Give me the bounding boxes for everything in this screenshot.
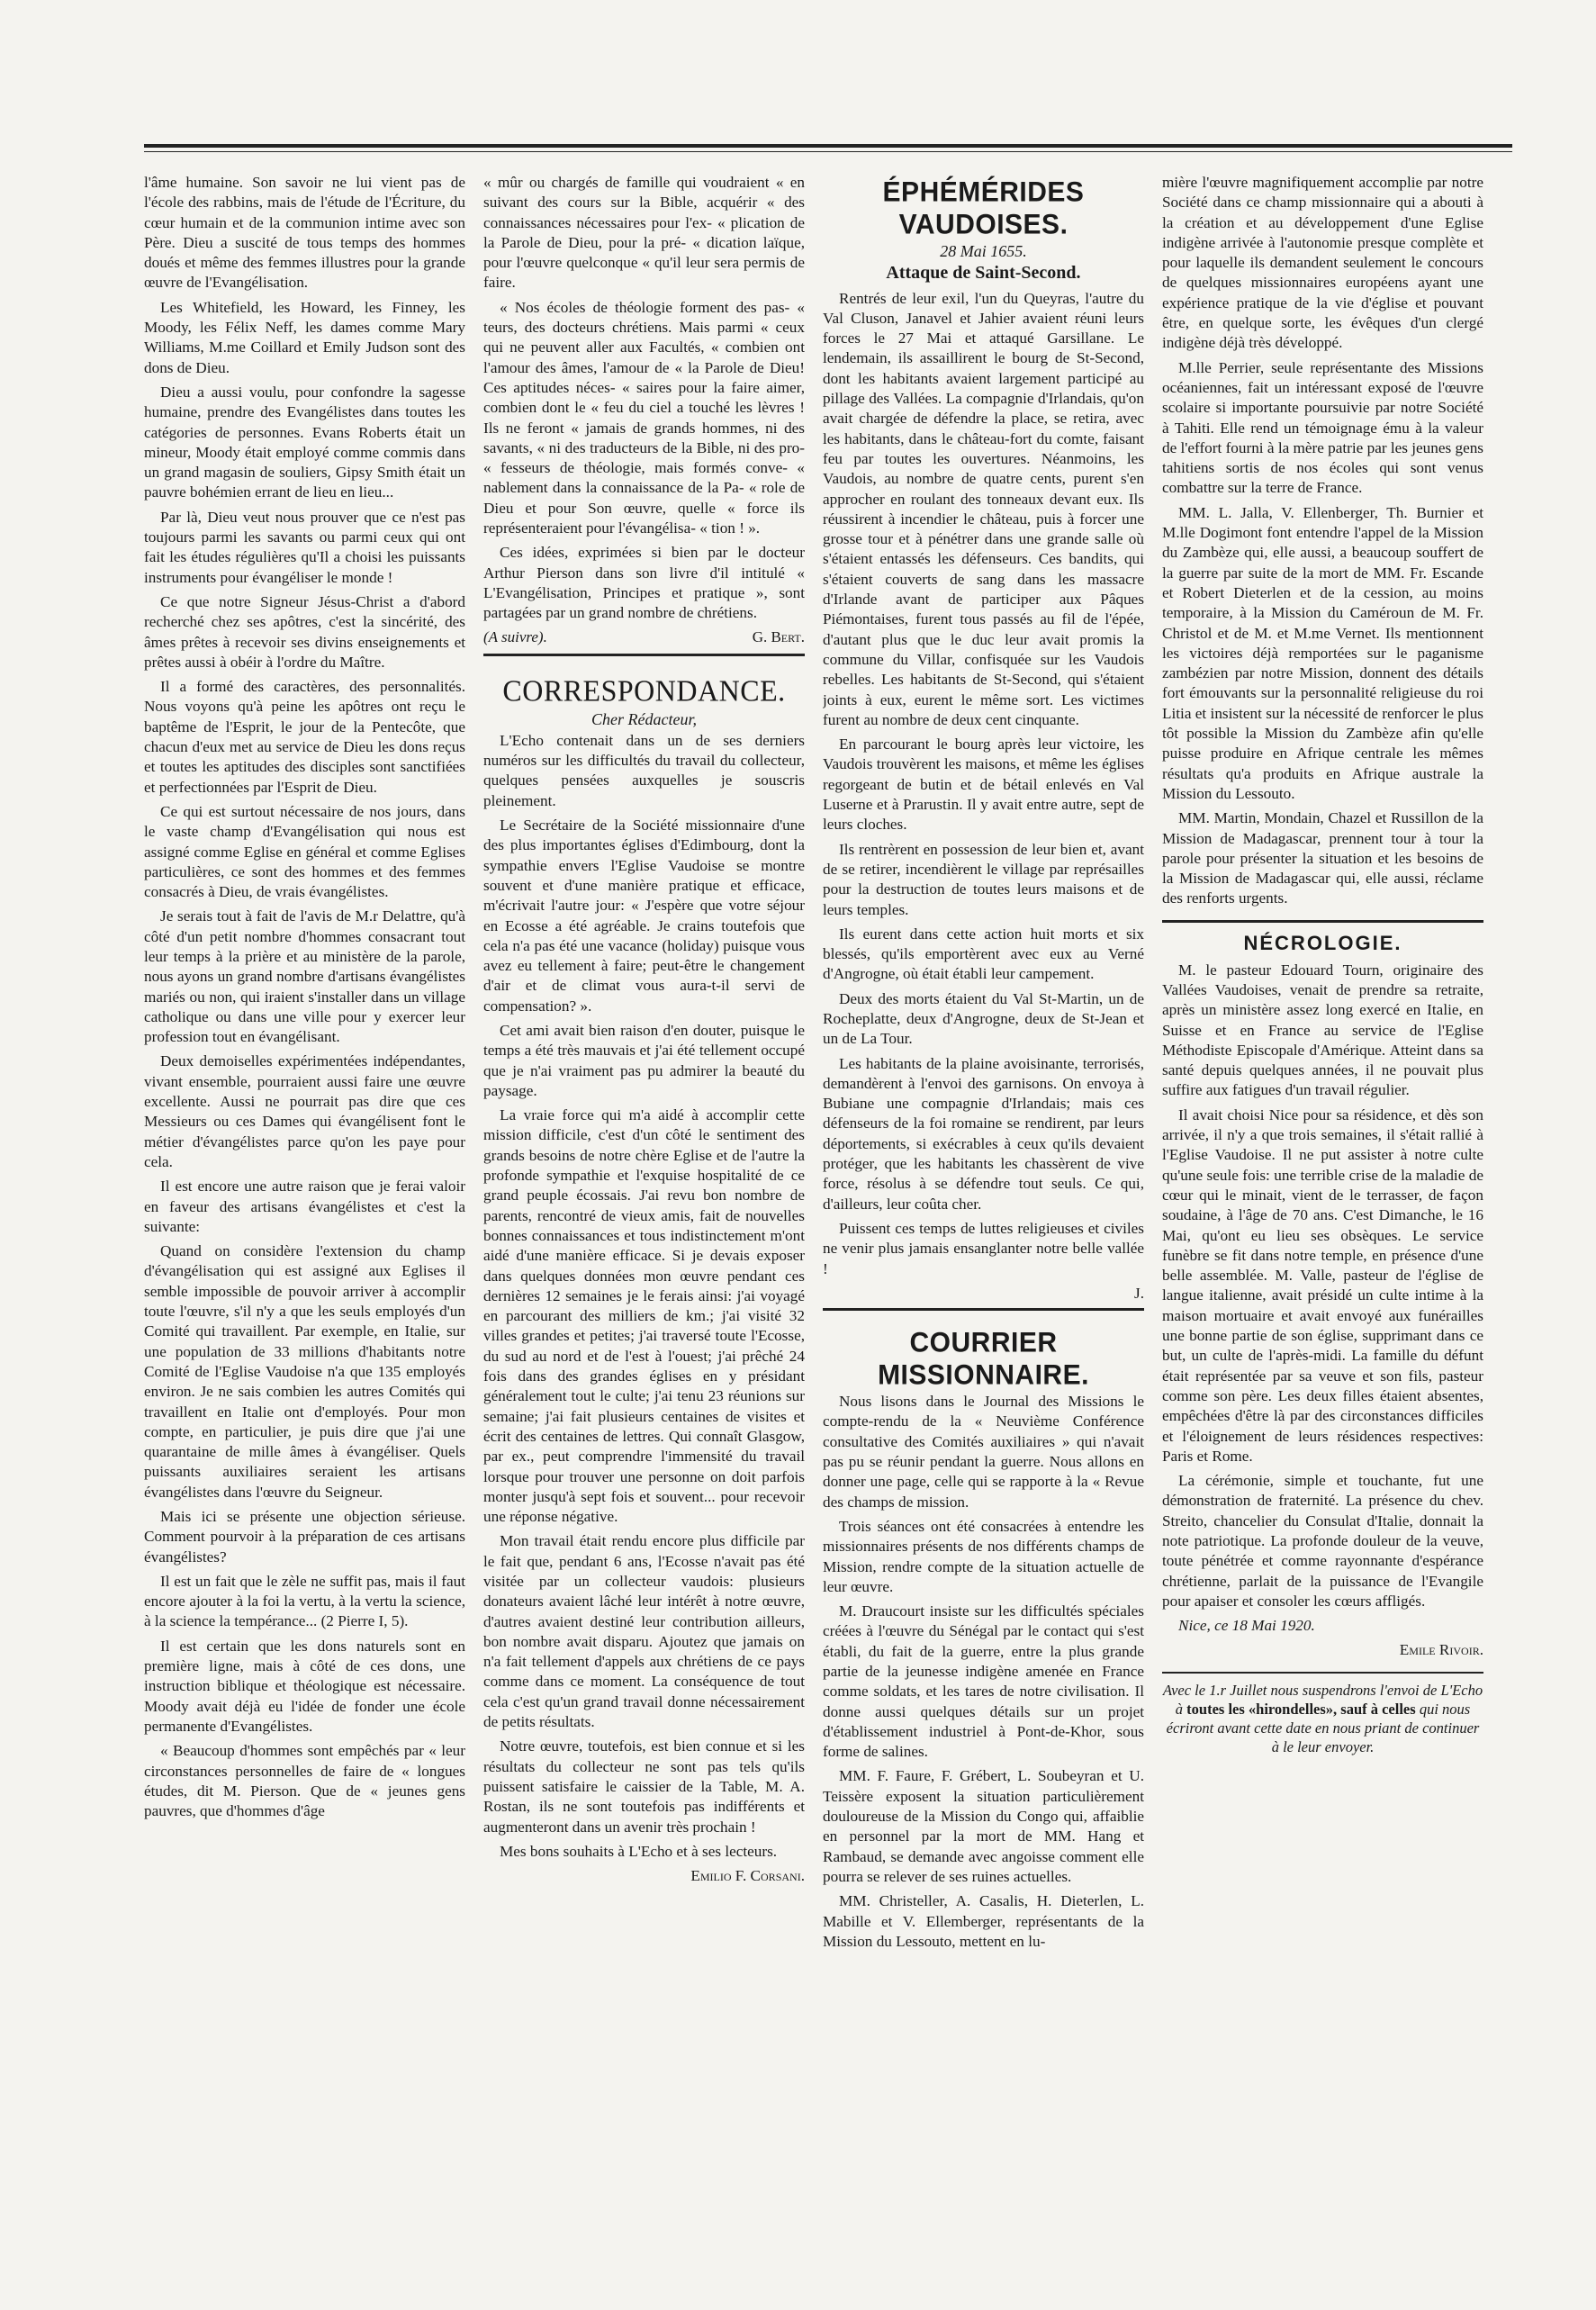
ephemerides-date: 28 Mai 1655. [940, 242, 1027, 260]
notice-emphasis: toutes les «hirondelles», sauf à celles [1186, 1700, 1416, 1718]
to-be-continued: (A suivre). [483, 627, 547, 645]
paragraph: Cet ami avait bien raison d'en douter, puisque le temps a été très mauvais et j'ai été tellement occupé que je n'ai vraiment pas pu admirer la beauté du paysage. [483, 1021, 805, 1099]
author-signature: Emile Rivoir. [1399, 1641, 1483, 1659]
paragraph: l'âme humaine. Son savoir ne lui vient pas de l'école des rabbins, mais de l'étude de l'Écriture, du cœur humain et de la communion intime avec son Père. Dieu a suscité de tous temps des hommes doués et même des femmes illustres pour la grande œuvre de l'Evangélisation. [144, 174, 465, 292]
paragraph: Mes bons souhaits à L'Echo et à ses lecteurs. [500, 1842, 778, 1860]
paragraph: Il est un fait que le zèle ne suffit pas, mais il faut encore ajouter à la foi la vertu, à la vertu la science, à la science la tempérance... (2 Pierre I, 5). [144, 1572, 465, 1630]
paragraph: Les habitants de la plaine avoisinante, terrorisés, demandèrent à l'envoi des garnisons. On envoya à Bubiane une compagnie d'Irlandais; mais ces défenseurs de la foi romaine se rendirent, par leurs déportements, si exécrables à ceux qu'ils devaient protéger, que les habitants les chassèrent de vive force, résolus à se défendre tout seuls. Ce qui, d'ailleurs, leur coûta cher. [823, 1054, 1144, 1213]
paragraph: Mais ici se présente une objection sérieuse. Comment pourvoir à la préparation de ces artisans évangélistes? [144, 1508, 465, 1566]
paragraph: Il est encore une autre raison que je ferai valoir en faveur des artisans évangélistes et c'est la suivante: [144, 1178, 465, 1235]
paragraph: Notre œuvre, toutefois, est bien connue et si les résultats du collecteur ne sont pas tels qu'ils puissent satisfaire le caissier de la Table, M. A. Rostan, ils ne sont toutefois pas indifférents et augmenteront dans un avenir très prochain ! [483, 1737, 805, 1836]
dateline: Nice, ce 18 Mai 1920. [1178, 1617, 1315, 1635]
paragraph: Mon travail était rendu encore plus difficile par le fait que, pendant 6 ans, l'Ecosse n'avait pas été visitée par un collecteur vaudois: plusieurs donateurs avaient lâché leur intérêt à notre œuvre, d'autres avaient destiné leur contribution ailleurs, bon nombre avait disparu. Ajoutez que jamais on n'a fait tellement d'appels aux chrétiens de ce pays comme dans ce moment. La conséquence de tout cela c'est qu'un grand travail donne nécessairement de petits résultats. [483, 1532, 805, 1731]
paragraph: Le Secrétaire de la Société missionnaire d'une des plus importantes églises d'Edimbourg, dont la sympathie envers l'Eglise Vaudoise se montre souvent et d'une manière pratique et efficace, m'écrivait l'autre jour: « J'espère que votre séjour en Ecosse a été agréable. Je crains toutefois que cela n'a pas été une vacance (holiday) puisque vous avez eu tellement à faire; peut-être le changement d'air et de climat vous aura-t-il servi de compensation? ». [483, 817, 805, 1015]
correspondance-heading: CORRESPONDANCE. [502, 672, 786, 708]
subscription-notice [1162, 1672, 1483, 1756]
paragraph: Il est certain que les dons naturels sont en première ligne, mais à côté de ces dons, une instruction biblique et théologique est nécessaire. Moody avait déjà eu l'idée de fonder une école permanente d'Evangélistes. [144, 1637, 465, 1735]
paragraph: Trois séances ont été consacrées à entendre les missionnaires présents de nos différents champs de Mission, rendre compte de la situation actuelle de leur œuvre. [823, 1517, 1144, 1595]
paragraph: M. Draucourt insiste sur les difficultés spéciales créées à l'œuvre du Sénégal par le contact qui s'est établi, du fait de la guerre, entre la plus grande partie de la jeunesse indigène amenée en France comme soldats, et les tares de notre civilisation. Il donne aussi quelques détails sur un projet d'établissement industriel à Pont-de-Khor, sous forme de salines. [823, 1602, 1144, 1761]
paragraph: « Beaucoup d'hommes sont empêchés par « leur circonstances personnelles de faire de « longues études, dit M. Pierson. Que de « jeunes gens pauvres, que d'hommes d'âge [144, 1742, 465, 1820]
paragraph: En parcourant le bourg après leur victoire, les Vaudois trouvèrent les maisons, et même les églises regorgeant de butin et de bétail enlevés en Val Luserne et à Prarustin. Il y avait entre autre, sept de leurs cloches. [823, 735, 1144, 834]
paragraph: « Nos écoles de théologie forment des pas- « teurs, des docteurs chrétiens. Mais parmi « ceux qui ne peuvent aller aux Facultés, « combien ont l'amour des âmes, l'amour de « la Parole de Dieu! Ces aptitudes néces- « saires pour la faire aimer, combien dont le « feu du ciel a touché les lèvres ! Ils ne feront « jamais de grands hommes, ni des savants, « ni des traducteurs de la Bible, ni des pro- « fesseurs de théologie, mais formés conve- « nablement dans la connaissance de la Pa- « role de Dieu et pour Son œuvre, quelle « force ils représenteraient pour l'évangélisa- « tion ! ». [483, 298, 805, 537]
salutation: Cher Rédacteur, [591, 709, 697, 728]
column-1 [144, 173, 465, 2162]
article-footer [483, 628, 805, 646]
paragraph: « mûr ou chargés de famille qui voudraient « en suivant des cours sur la Bible, acquérir « des connaissances nécessaires pour l'ex- « plication de la Parole de Dieu, pour la pré- « dication laïque, pour l'œuvre quelconque « qu'il leur sera permis de faire. [483, 174, 805, 292]
column-2 [483, 173, 805, 2162]
section-heading-box [483, 654, 805, 708]
paragraph: Puissent ces temps de luttes religieuses et civiles ne venir plus jamais ensanglanter notre belle vallée ! [823, 1219, 1144, 1277]
paragraph: MM. Christeller, A. Casalis, H. Dieterlen, L. Mabille et V. Ellemberger, représentants de la Mission du Lessouto, mettent en lu- [823, 1892, 1144, 1950]
necrologie-heading: NÉCROLOGIE. [1162, 920, 1483, 955]
paragraph: Quand on considère l'extension du champ d'évangélisation qui est assigné aux Eglises il semble impossible de pouvoir arriver à accomplir toute l'œuvre, s'il n'y a que les seuls employés d'un Comité qui travaillent. Par exemple, en Italie, sur une population de 33 millions d'habitants notre Comité de l'Eglise Vaudoise n'a que 135 employés environ. Je ne sais combien les autres Comités qui travaillent en Italie ont d'employés. Pour mon compte, en particulier, je puis dire que j'ai une quarantaine de mille âmes à évangéliser. Quels puissants auxiliaires seraient les artisans évangélistes dans l'œuvre du Seigneur. [144, 1242, 465, 1501]
paragraph: Deux des morts étaient du Val St-Martin, un de Rocheplatte, deux d'Angrogne, deux de St-Jean et un de La Tour. [823, 989, 1144, 1048]
paragraph: Il avait choisi Nice pour sa résidence, et dès son arrivée, il n'y a que trois semaines, il s'était rallié à l'Eglise Vaudoise. Il ne put assister à notre culte qu'une seule fois: une terrible crise de la maladie de cœur qui le minait, vient de le terrasser, de façon soudaine, à l'âge de 70 ans. C'est Dimanche, le 16 Mai, qu'ont eu lieu ses obsèques. Le service funèbre se fit dans notre temple, en présence d'une belle assemblée. M. Valle, pasteur de l'église de langue italienne, avait présidé un culte intime à la maison mortuaire et avait envoyé aux funérailles une bonne partie de son église, supprimant dans ce but, un culte de l'après-midi. La famille du défunt était représentée par sa veuve et son fils, pasteur comme son père. Les deux filles étaient absentes, empêchées d'être là par des circonstances difficiles et l'éloignement de leurs résidences respectives: Paris et Rome. [1162, 1105, 1483, 1465]
paragraph: Deux demoiselles expérimentées indépendantes, vivant ensemble, pourraient aussi faire une œuvre excellente. Aussi ne pourrait pas dire que ces Messieurs ou ces Dames qui évangélisent font le métier d'évangélistes parce qu'on les paye pour cela. [144, 1052, 465, 1170]
column-4 [1162, 173, 1483, 2162]
paragraph: Dieu a aussi voulu, pour confondre la sagesse humaine, prendre des Evangélistes dans toutes les catégories de personnes. Evans Roberts était un mineur, Moody était employé comme commis dans un grand magasin de souliers, Gipsy Smith était un pauvre bohémien errant de lieu en lieu... [144, 383, 465, 501]
paragraph: Il a formé des caractères, des personnalités. Nous voyons qu'à peine les apôtres ont reçu le baptême de l'Esprit, le jour de la Pentecôte, que chacun d'eux met au service de Dieu les dons reçus et toutes les aptitudes des disciples sont sanctifiées et perfectionnées par l'Esprit de Dieu. [144, 678, 465, 796]
author-signature: Emilio F. Corsani. [690, 1867, 805, 1885]
paragraph: L'Echo contenait dans un de ses derniers numéros sur les difficultés du travail du collecteur, quelques pensées auxquelles je souscris pleinement. [483, 731, 805, 809]
paragraph: Nous lisons dans le Journal des Missions le compte-rendu de la « Neuvième Conférence consultative des Comités auxiliaires » qui n'avait pas pu se réunir pendant la guerre. Nous allons en donner une page, celle qui se rapporte à la « Revue des champs de mission. [823, 1393, 1144, 1511]
notice-text: Avec le 1.r Juillet nous suspendrons l'envoi de L'Echo à [1162, 1681, 1483, 1718]
paragraph: MM. L. Jalla, V. Ellenberger, Th. Burnier et M.lle Dogimont font entendre l'appel de la Mission du Zambèze qui, elle aussi, a beaucoup souffert de la guerre par suite de la mort de MM. Fr. Escande et Robert Dieterlen et de la cession, au moins temporaire, à la Mission du Caméroun de M. Fr. Christol et de M. et M.me Vernet. Ils mentionnent les victoires déjà remportées sur le paganisme zambézien par notre Mission, donnent des détails fort émouvants sur la personnalité religieuse du roi Litia et insistent sur la nécessité de renforcer le plus tôt possible la Mission du Zambèze afin qu'elle puisse produire en Afrique centrale les mêmes résultats qu'a produits en Afrique australe la Mission du Lessouto. [1162, 503, 1483, 802]
paragraph: Les Whitefield, les Howard, les Finney, les Moody, les Félix Neff, les dames comme Mary Williams, M.me Coillard et Emily Judson sont des dons de Dieu. [144, 298, 465, 376]
paragraph: M.lle Perrier, seule représentante des Missions océaniennes, fait un intéressant exposé de l'œuvre scolaire si importante poursuivie par notre Société à Tahiti. Elle rend un témoignage ému à la valeur de l'effort fourni à la mère patrie par les jeunes gens tahitiens sortis de nos écoles qui sont venus combattre sur la terre de France. [1162, 358, 1483, 497]
column-3 [823, 173, 1144, 2162]
paragraph: Ce qui est surtout nécessaire de nos jours, dans le vaste champ d'Evangélisation qui nous est assigné comme Eglise en général et comme Eglises particulières, ce sont des hommes et des femmes consacrés à Dieu, de vrais évangélistes. [144, 802, 465, 901]
paragraph: Rentrés de leur exil, l'un du Queyras, l'autre du Val Cluson, Janavel et Jahier avaient réuni leurs forces le 27 Mai et attaqué Garsillane. Le lendemain, ils assaillirent le bourg de St-Second, dont les habitants avaient largement participé au pillage des Vallées. La compagnie d'Irlandais, qu'on avait chargée de défendre la place, se retira, avec les habitants, dans le château-fort du comte, faisant feu par toutes les ouvertures. Néanmoins, les Vaudois, au nombre de quatre cents, purent s'en approcher en roulant des tonneaux devant eux. Ils réussirent à incendier le château, puis à forcer une grosse tour et à pénétrer dans une grande salle où s'étaient entassés les défenseurs. Ces bandits, qui s'étaient couverts de sang dans les massacre d'Irlande avant de participer aux Pâques Piémontaises, furent tous passés au fil de l'épée, d'autant plus que le duc leur avait promis la commune du Villar, confisquée sur les Vaudois rebelles. Les habitants de St-Second, qui s'étaient joints à eux, eurent le même sort. Les victimes furent au nombre de deux cent cinquante. [823, 289, 1144, 728]
paragraph: Ce que notre Signeur Jésus-Christ a d'abord recherché chez ses apôtres, c'est la sincérité, des âmes prêtes à recevoir ses divins enseignements et prêtes aussi à obéir à l'ordre du Maître. [144, 592, 465, 671]
paragraph: M. le pasteur Edouard Tourn, originaire des Vallées Vaudoises, venait de prendre sa retraite, après un ministère assez long exercé en Italie, en Suisse et en France au service de l'Eglise Méthodiste Episcopale d'Amérique. Atteint dans sa santé depuis quelques années, il ne pouvait plus suffire aux fatigues d'un travail régulier. [1162, 961, 1483, 1099]
section-heading-box [823, 1308, 1144, 1390]
courrier-heading: COURRIER MISSIONNAIRE. [878, 1327, 1089, 1391]
paragraph: mière l'œuvre magnifiquement accomplie par notre Société dans ce champ missionnaire qui a abouti à la création et au développement d'une Eglise indigène arrivée à l'autonomie presque complète et pour laquelle ils demandent seulement le concours de quelques missionnaires européens ayant une expérience pratique de la vie d'église et pouvant être, en quelque sorte, les évêques d'un clergé indigène déjà très développé. [1162, 174, 1483, 352]
paragraph: MM. Martin, Mondain, Chazel et Russillon de la Mission de Madagascar, prennent tour à tour la parole pour présenter la situation et les besoins de la Mission de Madagascar qui, elle aussi, réclame des renforts urgents. [1162, 809, 1483, 907]
paragraph: MM. F. Faure, F. Grébert, L. Soubeyran et U. Teissère exposent la situation particulièrement douloureuse de la Mission du Congo qui, affaiblie en personnel par la mort de MM. Hang et Rambaud, se demande avec angoisse comment elle pourra se relever de ses ruines actuelles. [823, 1767, 1144, 1885]
paragraph: Je serais tout à fait de l'avis de M.r Delattre, qu'à côté d'un petit nombre d'hommes consacrant tout leur temps à la prière et au ministère de la parole, nous ayons un grand nombre d'artisans évangélistes mariés ou non, qui iraient s'installer dans un village catholique ou dans une ville pour y exercer leur profession tout en évangélisant. [144, 907, 465, 1046]
notice-text: qui nous écriront avant cette date en nous priant de continuer à le leur envoyer. [1166, 1700, 1480, 1755]
paragraph: La cérémonie, simple et touchante, fut une démonstration de fraternité. La présence du chev. Streito, chancelier du Consulat d'Italie, donnait la note patriotique. La profonde douleur de la veuve, toute pénétrée et comme rayonnante d'espérance chrétienne, parlait de la puissance de l'Evangile pour apaiser et consoler les cœurs affligés. [1162, 1472, 1483, 1610]
top-rule [144, 144, 1512, 152]
paragraph: La vraie force qui m'a aidé à accomplir cette mission difficile, c'est d'un côté le sentiment des grands besoins de notre chère Eglise et de l'autre la profonde sympathie et l'exquise hospitalité de ce grand peuple écossais. J'ai revu bon nombre de parents, rencontré de vieux amis, fait de nouvelles bonnes connaissances et tous indistinctement m'ont aidé d'une manière efficace. Si je devais exposer dans quelques données mon œuvre pendant ces dernières 12 semaines je le ferais ainsi: j'ai voyagé en parcourant des milliers de km.; j'ai visité 32 villes grandes et petites; j'ai traversé toute l'Ecosse, du sud au nord et de l'est à l'ouest; j'ai prêché 24 fois dans des grandes églises en y présidant généralement tout le culte; j'ai tenu 23 réunions sur semaine; j'ai fait plusieurs centaines de visites et écrit des centaines de lettres. Qui connaît Glasgow, par ex., peut comprendre l'immensité du travail lorsque pour trouver une personne on doit parfois monter jusqu'à sept fois et souvent... pour recevoir une réponse négative. [483, 1106, 805, 1526]
paragraph: Ils eurent dans cette action huit morts et six blessés, qu'ils emportèrent avec eux au Verné d'Angrogne, où était établi leur campement. [823, 925, 1144, 983]
paragraph: Ces idées, exprimées si bien par le docteur Arthur Pierson dans son livre d'il intitulé « L'Evangélisation, Principes et pratique », sont partagées par un grand nombre de chrétiens. [483, 544, 805, 622]
paragraph: Par là, Dieu veut nous prouver que ce n'est pas toujours parmi les savants ou parmi ceux qui ont fait les études régulières qu'Il a choisi les puissants instruments pour évangéliser le monde ! [144, 508, 465, 586]
author-signature: J. [1134, 1284, 1144, 1302]
ephemerides-subtitle: Attaque de Saint-Second. [886, 263, 1081, 284]
paragraph: Ils rentrèrent en possession de leur bien et, avant de se retirer, incendièrent le village par représailles pour la destruction de toutes leurs maisons et de leurs temples. [823, 840, 1144, 918]
ephemerides-heading: ÉPHÉMÉRIDES VAUDOISES. [882, 176, 1085, 240]
page-columns [144, 173, 1512, 2162]
author-signature: G. Bert. [752, 627, 805, 645]
